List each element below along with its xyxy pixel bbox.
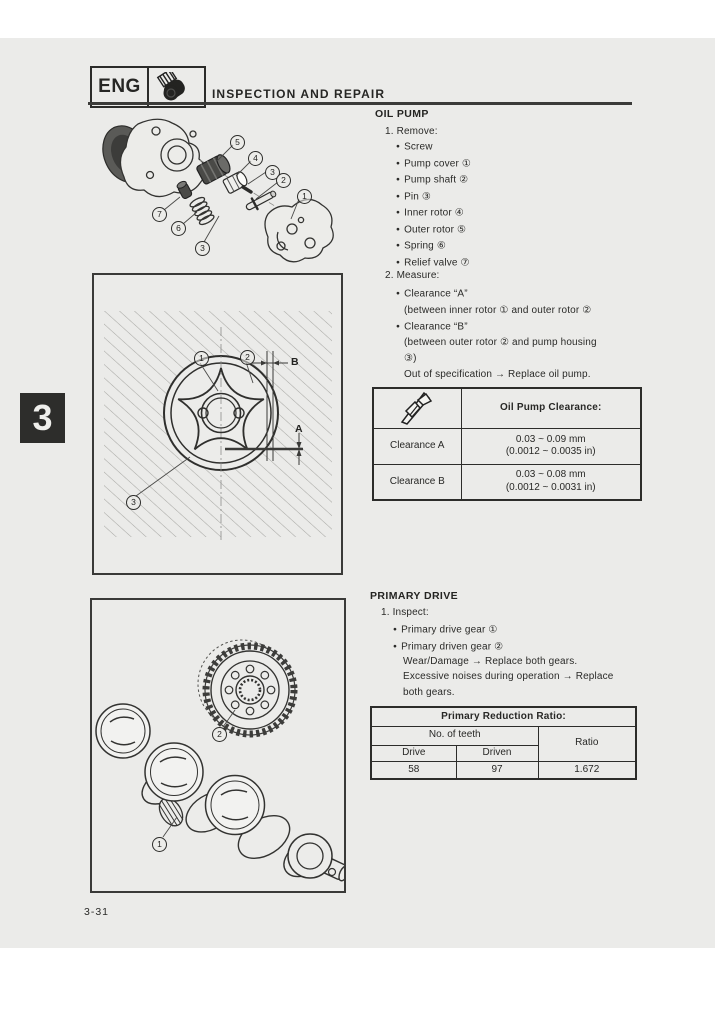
callout-pin-2: 3 [195,241,210,256]
list-item: ● Screw [396,139,471,156]
teeth-header: No. of teeth [371,726,538,745]
clearance-a-cell: Clearance A [373,428,461,464]
note-line: both gears. [403,686,455,698]
clearance-b-note: (between outer rotor ② and pump housing [404,337,597,348]
header-rule [88,102,632,105]
chapter-tab: 3 [20,393,65,443]
driven-header: Driven [456,745,538,761]
piston-icon [149,68,204,106]
list-item: ● Spring ⑥ [396,238,471,255]
callout-relief-valve: 7 [152,207,167,222]
oil-pump-exploded-illustration [100,112,372,267]
page-number: 3-31 [84,906,110,918]
out-of-spec-note: Out of specification → Replace oil pump. [404,369,591,380]
inspect-step: 1. Inspect: [381,607,429,618]
table-title: Oil Pump Clearance: [461,388,641,428]
callout-outer-rotor: 5 [230,135,245,150]
callout-pump-cover: 1 [297,189,312,204]
caliper-icon-cell [373,388,461,428]
oil-pump-heading: OIL PUMP [375,108,429,120]
primary-drive-heading: PRIMARY DRIVE [370,590,459,602]
inspect-list [393,622,503,655]
callout-outer-rotor: 2 [240,350,255,365]
callout-pin: 3 [265,165,280,180]
list-item: ● Pin ③ [396,189,471,206]
ratio-value: 1.672 [538,761,636,779]
clearance-a-note: (between inner rotor ① and outer rotor ② [404,304,592,316]
callout-inner-rotor: 1 [194,351,209,366]
clearance-b-cell: Clearance B [373,464,461,500]
list-item: ● Pump shaft ② [396,172,471,189]
measure-step: 2. Measure: [385,270,440,281]
list-item: ● Primary driven gear ② [393,639,503,656]
list-item: ● Inner rotor ④ [396,205,471,222]
callout-spring: 6 [171,221,186,236]
note-line: Wear/Damage → Replace both gears. [403,656,578,667]
drive-header: Drive [371,745,456,761]
callout-pump-shaft: 2 [276,173,291,188]
list-item: ● Outer rotor ⑤ [396,222,471,239]
primary-reduction-table [370,706,637,780]
drive-teeth-value: 58 [371,761,456,779]
note-line: Excessive noises during operation → Replace [403,671,614,683]
remove-step: 1. Remove: [385,126,438,137]
callout-inner-rotor: 4 [248,151,263,166]
ratio-header: Ratio [538,726,636,761]
clearance-a-label: ● Clearance “A” [396,286,597,303]
eng-label: ENG [92,68,149,106]
list-item: ● Relief valve ⑦ [396,255,471,272]
list-item: ● Primary drive gear ① [393,622,503,639]
callout-pump-housing: 3 [126,495,141,510]
clearance-a-value: 0.03 ~ 0.09 mm (0.0012 ~ 0.0035 in) [461,428,641,464]
measure-list [396,286,597,383]
rotor-clearance-diagram [92,273,343,575]
clearance-b-value: 0.03 ~ 0.08 mm (0.0012 ~ 0.0031 in) [461,464,641,500]
oil-pump-clearance-table [372,387,642,501]
clearance-b-label: ● Clearance “B” [396,319,597,336]
caliper-icon [398,391,436,425]
table-title: Primary Reduction Ratio: [371,707,636,726]
crankshaft-diagram [90,598,346,893]
dim-b-label: B [291,356,299,368]
callout-primary-driven-gear: 2 [212,727,227,742]
callout-primary-drive-gear: 1 [152,837,167,852]
remove-list [396,139,471,271]
driven-teeth-value: 97 [456,761,538,779]
clearance-b-note-2: ③) [404,353,417,364]
dim-a-label: A [295,423,303,435]
page-title: INSPECTION AND REPAIR [212,87,386,101]
list-item: ● Pump cover ① [396,156,471,173]
inspect-notes [403,654,613,700]
